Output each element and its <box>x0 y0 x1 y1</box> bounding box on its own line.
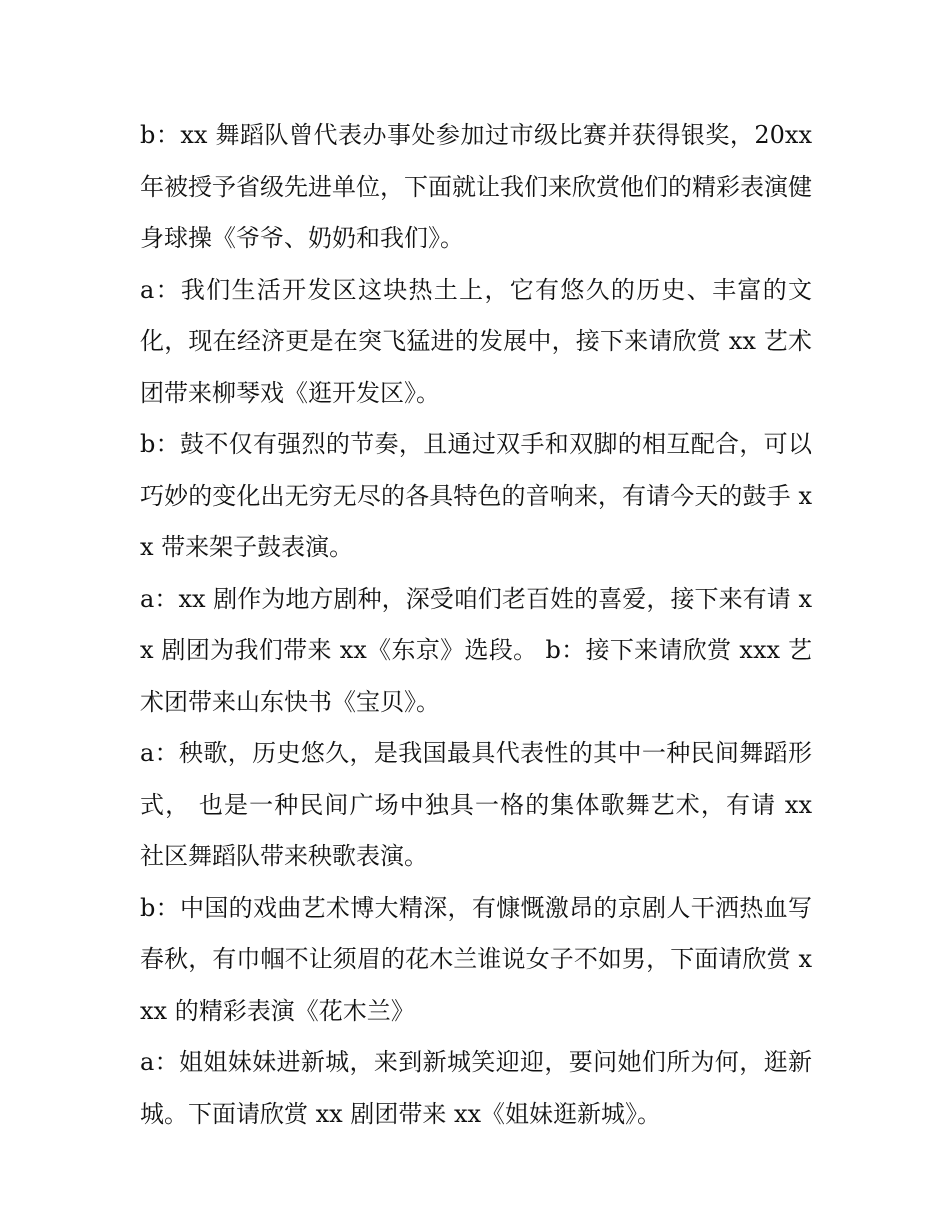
paragraph-2: a：我们生活开发区这块热土上，它有悠久的历史、丰富的文化，现在经济更是在突飞猛进的发展中，接下来请欣赏 xx 艺术团带来柳琴戏《逛开发区》。 <box>140 275 812 407</box>
paragraph-3: b：鼓不仅有强烈的节奏，且通过双手和双脚的相互配合，可以巧妙的变化出无穷无尽的各具特色的音响来，有请今天的鼓手 xx 带来架子鼓表演。 <box>140 430 812 561</box>
paragraph-7: a：姐姐妹妹进新城，来到新城笑迎迎，要问她们所为何，逛新城。下面请欣赏 xx 剧团带来 xx《姐妹逛新城》。 <box>140 1048 812 1128</box>
paragraph-1: b：xx 舞蹈队曾代表办事处参加过市级比赛并获得银奖，20xx 年被授予省级先进单位，下面就让我们来欣赏他们的精彩表演健身球操《爷爷、奶奶和我们》。 <box>140 121 812 252</box>
document-body <box>140 110 812 1140</box>
paragraph-4: a：xx 剧作为地方剧种，深受咱们老百姓的喜爱，接下来有请 xx 剧团为我们带来 xx《东京》选段。 b：接下来请欣赏 xxx 艺术团带来山东快书《宝贝》。 <box>140 584 812 716</box>
paragraph-6: b：中国的戏曲艺术博大精深，有慷慨激昂的京剧人干洒热血写春秋，有巾帼不让须眉的花木兰谁说女子不如男，下面请欣赏 xxx 的精彩表演《花木兰》 <box>140 893 812 1025</box>
paragraph-5: a：秧歌，历史悠久，是我国最具代表性的其中一种民间舞蹈形式， 也是一种民间广场中独具一格的集体歌舞艺术，有请 xx 社区舞蹈队带来秧歌表演。 <box>140 739 812 870</box>
